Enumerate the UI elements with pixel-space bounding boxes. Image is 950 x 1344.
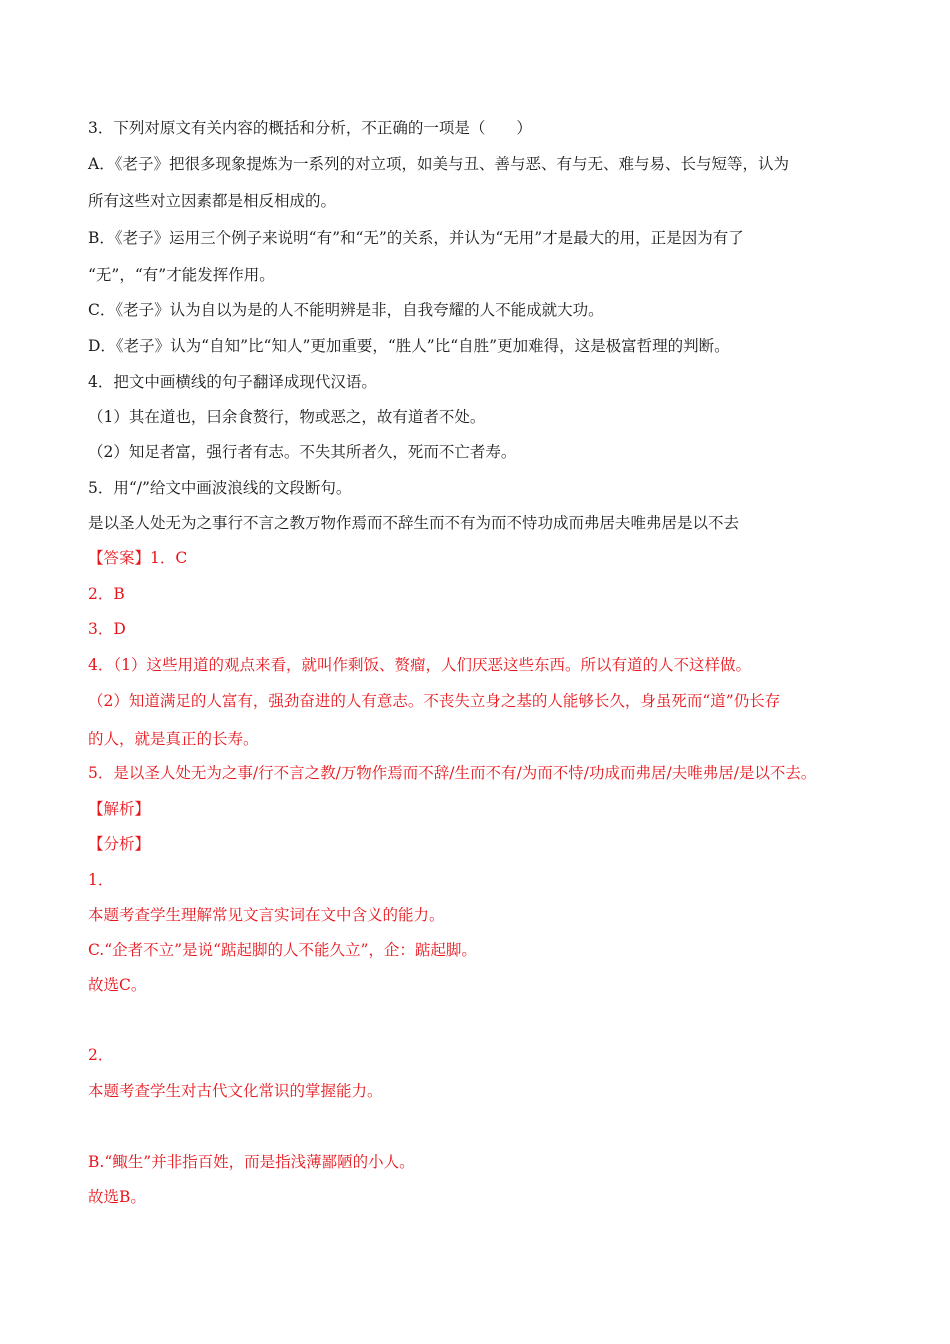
analysis-2-text: 本题考查学生对古代文化常识的掌握能力。: [88, 1082, 383, 1100]
answer-4-part-2-line1: （2）知道满足的人富有，强劲奋进的人有意志。不丧失立身之基的人能够长久，身虽死而“道”仍长存: [88, 692, 781, 710]
analysis-1-text: 本题考查学生理解常见文言实词在文中含义的能力。: [88, 906, 445, 924]
question-3-option-a-line2: 所有这些对立因素都是相反相成的。: [88, 192, 337, 210]
answer-1: 【答案】1．C: [88, 549, 188, 567]
answer-4-part-1: 4．（1）这些用道的观点来看，就叫作剩饭、赘瘤，人们厌恶这些东西。所以有道的人不这样做。: [88, 656, 751, 674]
answer-5: 5．是以圣人处无为之事/行不言之教/万物作焉而不辞/生而不有/为而不恃/功成而弗居/夫唯弗居/是以不去。: [88, 764, 817, 782]
question-3-option-b-line2: “无”，“有”才能发挥作用。: [88, 266, 275, 284]
question-3-option-d: D．《老子》认为“自知”比“知人”更加重要，“胜人”比“自胜”更加难得，这是极富哲理的判断。: [88, 337, 730, 355]
analysis-heading: 【解析】: [88, 800, 151, 818]
fenxi-heading: 【分析】: [88, 835, 151, 853]
question-5-passage: 是以圣人处无为之事行不言之教万物作焉而不辞生而不有为而不恃功成而弗居夫唯弗居是以不去: [88, 514, 740, 532]
question-4-sentence-1: （1）其在道也，曰余食赘行，物或恶之，故有道者不处。: [88, 408, 486, 426]
answer-2: 2．B: [88, 585, 125, 603]
question-3-option-b-line1: B．《老子》运用三个例子来说明“有”和“无”的关系，并认为“无用”才是最大的用，正是因为有了: [88, 229, 744, 247]
question-4-sentence-2: （2）知足者富，强行者有志。不失其所者久，死而不亡者寿。: [88, 443, 517, 461]
analysis-1-option-c: C.“企者不立”是说“踮起脚的人不能久立”，企：踮起脚。: [88, 941, 477, 959]
answer-4-part-2-line2: 的人，就是真正的长寿。: [88, 730, 259, 748]
question-3-option-a-line1: A．《老子》把很多现象提炼为一系列的对立项，如美与丑、善与恶、有与无、难与易、长与短等，认为: [88, 155, 789, 173]
analysis-2-choice: 故选B。: [88, 1188, 146, 1206]
analysis-2-number: 2．: [88, 1046, 114, 1064]
question-4-stem: 4．把文中画横线的句子翻译成现代汉语。: [88, 373, 377, 391]
question-5-stem: 5．用“/”给文中画波浪线的文段断句。: [88, 479, 352, 497]
question-3-option-c: C．《老子》认为自以为是的人不能明辨是非，自我夸耀的人不能成就大功。: [88, 301, 604, 319]
analysis-1-choice: 故选C。: [88, 976, 147, 994]
analysis-2-option-b: B.“鲰生”并非指百姓，而是指浅薄鄙陋的小人。: [88, 1153, 415, 1171]
answer-3: 3．D: [88, 620, 126, 638]
analysis-1-number: 1．: [88, 871, 114, 889]
question-3-stem: 3．下列对原文有关内容的概括和分析，不正确的一项是（ ）: [88, 119, 532, 137]
